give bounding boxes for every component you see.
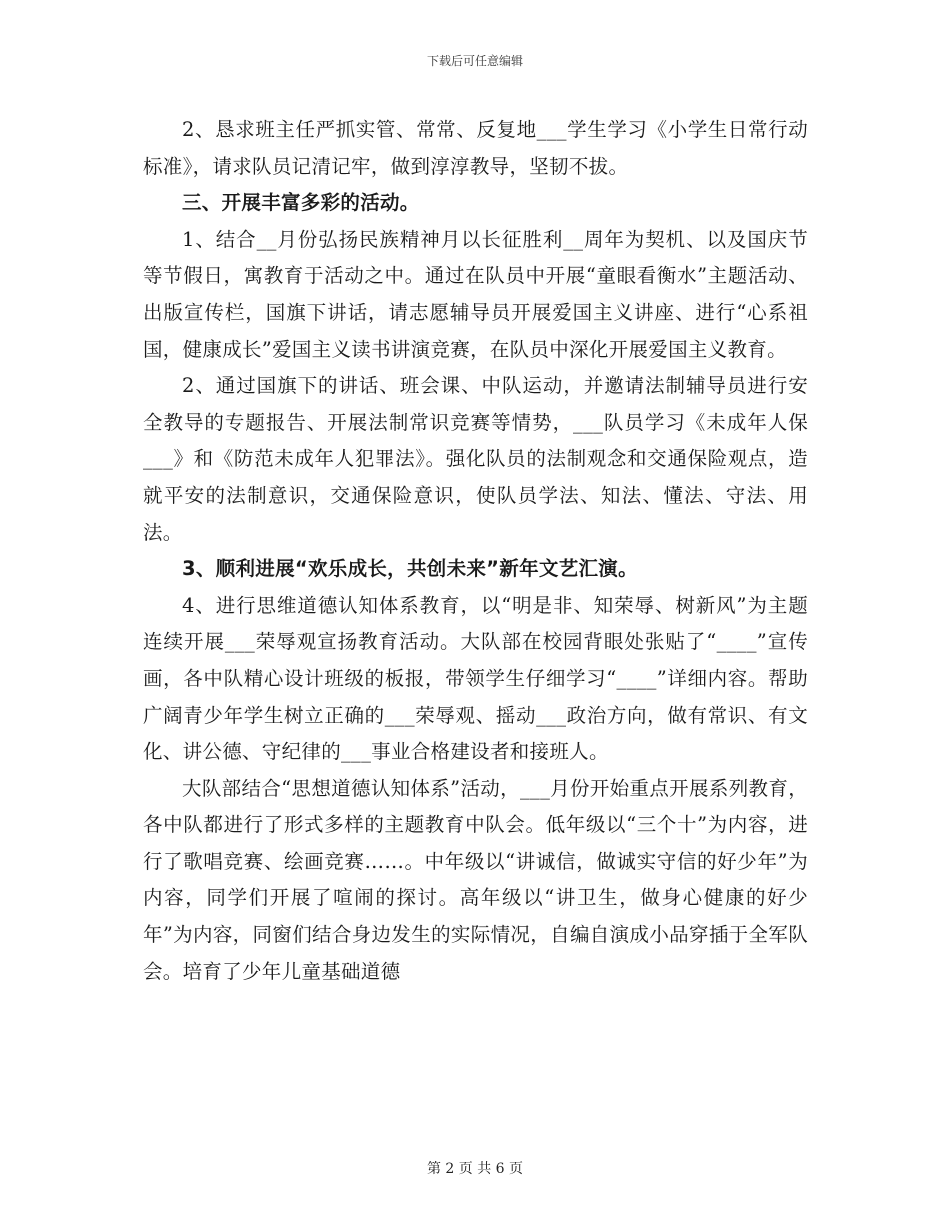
paragraph-moral-education: 大队部结合“思想道德认知体系”活动，___月份开始重点开展系列教育，各中队都进行了形式多样的主题教育中队会。低年级以“三个十”为内容，进行了歌唱竞赛、绘画竞赛……。中年级以“讲诚信，做诚实守信的好少年”为内容，同学们开展了喧闹的探讨。高年级以“讲卫生，做身心健康的好少年”为内容，同窗们结合身边发生的实际情况，自编自演成小品穿插于全军队会。培育了少年儿童基础道德 bbox=[143, 776, 808, 983]
document-body bbox=[143, 112, 808, 990]
paragraph-activity-3: 3、顺利进展“欢乐成长，共创未来”新年文艺汇演。 bbox=[182, 557, 638, 581]
paragraph-activity-4: 4、进行思维道德认知体系教育，以“明是非、知荣辱、树新风”为主题连续开展___荣辱观宣扬教育活动。大队部在校园背眼处张贴了“____”宣传画，各中队精心设计班级的板报，带领学生仔细学习“____”详细内容。帮助广阔青少年学生树立正确的___荣辱观、摇动___政治方向，做有常识、有文化、讲公德、守纪律的___事业合格建设者和接班人。 bbox=[143, 593, 808, 764]
page-footer: 第 2 页 共 6 页 bbox=[426, 1161, 524, 1177]
page-header: 下载后可任意编辑 bbox=[426, 54, 523, 68]
section-heading-3: 三、开展丰富多彩的活动。 bbox=[182, 191, 420, 215]
paragraph-activity-1: 1、结合__月份弘扬民族精神月以长征胜利__周年为契机、以及国庆节等节假日，寓教育于活动之中。通过在队员中开展“童眼看衡水”主题活动、出版宣传栏，国旗下讲话，请志愿辅导员开展爱国主义讲座、进行“心系祖国，健康成长”爱国主义读书讲演竞赛，在队员中深化开展爱国主义教育。 bbox=[143, 227, 808, 361]
paragraph-1: 2、恳求班主任严抓实管、常常、反复地___学生学习《小学生日常行动标准》，请求队员记清记牢，做到淳淳教导，坚韧不拔。 bbox=[143, 118, 808, 178]
paragraph-activity-2: 2、通过国旗下的讲话、班会课、中队运动，并邀请法制辅导员进行安全教导的专题报告、开展法制常识竞赛等情势，___队员学习《未成年人保___》和《防范未成年人犯罪法》。强化队员的法制观念和交通保险观点，造就平安的法制意识，交通保险意识，使队员学法、知法、懂法、守法、用法。 bbox=[143, 374, 808, 544]
